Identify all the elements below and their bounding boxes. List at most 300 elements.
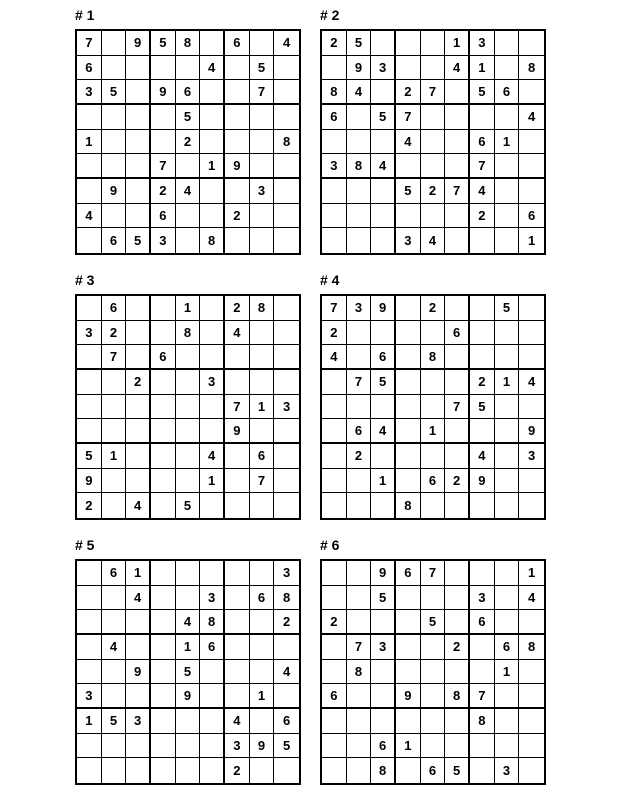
sudoku-cell [225,561,250,586]
sudoku-cell: 2 [421,296,446,321]
sudoku-cell [322,586,347,611]
sudoku-cell [151,56,176,81]
sudoku-cell [250,31,275,56]
sudoku-cell: 3 [470,586,495,611]
sudoku-cell [371,395,396,420]
sudoku-cell [322,56,347,81]
sudoku-cell: 2 [102,321,127,346]
sudoku-cell [176,586,201,611]
sudoku-cell [151,561,176,586]
sudoku-cell [470,758,495,783]
sudoku-cell [250,321,275,346]
sudoku-cell [77,419,102,444]
sudoku-cell [421,395,446,420]
sudoku-cell [102,130,127,155]
sudoku-cell [322,419,347,444]
sudoku-cell [322,709,347,734]
sudoku-cell: 1 [102,444,127,469]
sudoku-cell: 3 [347,296,372,321]
sudoku-cell [421,709,446,734]
sudoku-cell [77,179,102,204]
sudoku-cell [126,179,151,204]
sudoku-cell [274,493,299,518]
sudoku-cell: 1 [250,684,275,709]
sudoku-cell [519,395,544,420]
sudoku-cell [445,493,470,518]
sudoku-cell [102,105,127,130]
sudoku-cell: 2 [445,469,470,494]
sudoku-cell: 8 [347,660,372,685]
sudoku-cell: 7 [322,296,347,321]
sudoku-cell [274,204,299,229]
sudoku-cell [77,610,102,635]
sudoku-cell [200,345,225,370]
sudoku-cell [126,444,151,469]
sudoku-cell: 8 [200,610,225,635]
sudoku-cell: 1 [495,370,520,395]
sudoku-cell: 4 [519,586,544,611]
sudoku-cell [102,469,127,494]
sudoku-cell: 3 [250,179,275,204]
sudoku-cell: 5 [77,444,102,469]
sudoku-cell: 5 [274,734,299,759]
sudoku-cell: 2 [274,610,299,635]
sudoku-cell: 2 [225,758,250,783]
sudoku-cell: 2 [322,31,347,56]
sudoku-cell [470,345,495,370]
sudoku-cell: 3 [322,154,347,179]
sudoku-cell [495,444,520,469]
sudoku-cell [225,228,250,253]
sudoku-cell [200,684,225,709]
sudoku-cell: 2 [322,610,347,635]
sudoku-cell: 8 [274,130,299,155]
sudoku-cell [225,345,250,370]
sudoku-cell [396,370,421,395]
sudoku-cell: 1 [519,561,544,586]
sudoku-cell [102,56,127,81]
sudoku-cell: 5 [176,660,201,685]
sudoku-cell: 5 [126,228,151,253]
sudoku-cell: 9 [102,179,127,204]
sudoku-cell [347,228,372,253]
sudoku-cell [225,635,250,660]
sudoku-cell [126,758,151,783]
sudoku-cell [250,154,275,179]
sudoku-cell [151,130,176,155]
sudoku-cell: 5 [371,105,396,130]
sudoku-cell [396,56,421,81]
sudoku-cell: 9 [396,684,421,709]
sudoku-cell: 6 [102,296,127,321]
sudoku-cell [322,734,347,759]
sudoku-cell [225,469,250,494]
sudoku-cell: 7 [225,395,250,420]
sudoku-grid [320,29,546,255]
sudoku-cell [445,419,470,444]
sudoku-cell: 6 [102,228,127,253]
sudoku-cell [347,321,372,346]
sudoku-cell: 4 [225,321,250,346]
sudoku-cell [176,561,201,586]
sudoku-cell [445,444,470,469]
sudoku-cell [200,734,225,759]
sudoku-cell [200,130,225,155]
sudoku-cell [176,154,201,179]
sudoku-cell [519,610,544,635]
puzzle-title: # 4 [320,272,340,288]
sudoku-cell: 7 [347,635,372,660]
sudoku-cell [396,419,421,444]
puzzle-title: # 5 [75,537,95,553]
sudoku-cell: 4 [470,444,495,469]
sudoku-cell: 6 [445,321,470,346]
sudoku-cell: 3 [151,228,176,253]
sudoku-cell [396,345,421,370]
sudoku-cell [151,105,176,130]
sudoku-cell: 4 [176,179,201,204]
sudoku-cell [77,105,102,130]
sudoku-cell [519,660,544,685]
sudoku-cell: 7 [250,469,275,494]
sudoku-cell: 4 [519,105,544,130]
sudoku-cell: 4 [200,56,225,81]
sudoku-cell: 6 [396,561,421,586]
sudoku-cell [250,493,275,518]
sudoku-cell [274,444,299,469]
sudoku-cell [102,370,127,395]
sudoku-cell: 3 [495,758,520,783]
sudoku-cell: 5 [102,709,127,734]
sudoku-cell: 4 [371,419,396,444]
sudoku-cell: 7 [347,370,372,395]
sudoku-cell: 6 [274,709,299,734]
sudoku-cell: 4 [519,370,544,395]
sudoku-cell: 4 [274,660,299,685]
sudoku-cell: 9 [225,419,250,444]
sudoku-cell [347,179,372,204]
sudoku-cell [322,635,347,660]
sudoku-cell [445,228,470,253]
sudoku-cell [225,105,250,130]
sudoku-cell: 8 [176,321,201,346]
sudoku-cell: 1 [250,395,275,420]
sudoku-cell [445,660,470,685]
sudoku-cell [250,561,275,586]
sudoku-cell [200,419,225,444]
sudoku-cell [519,734,544,759]
sudoku-cell [176,228,201,253]
sudoku-cell: 3 [77,684,102,709]
sudoku-cell [347,469,372,494]
sudoku-cell [200,80,225,105]
sudoku-cell [421,154,446,179]
sudoku-cell [200,105,225,130]
sudoku-cell: 4 [470,179,495,204]
sudoku-cell [470,660,495,685]
sudoku-cell [322,561,347,586]
sudoku-cell [421,660,446,685]
sudoku-cell [176,709,201,734]
sudoku-cell [322,395,347,420]
sudoku-cell [126,56,151,81]
sudoku-cell [225,660,250,685]
sudoku-cell [445,296,470,321]
sudoku-cell [151,419,176,444]
sudoku-cell [322,130,347,155]
sudoku-cell [151,493,176,518]
sudoku-cell: 5 [102,80,127,105]
sudoku-cell [421,586,446,611]
sudoku-cell: 8 [274,586,299,611]
sudoku-cell: 1 [176,296,201,321]
sudoku-cell [445,561,470,586]
sudoku-cell: 3 [519,444,544,469]
sudoku-cell: 1 [396,734,421,759]
sudoku-cell [445,80,470,105]
sudoku-cell [371,321,396,346]
sudoku-cell [225,370,250,395]
sudoku-cell: 6 [102,561,127,586]
sudoku-cell [250,105,275,130]
sudoku-cell [445,130,470,155]
sudoku-cell [470,105,495,130]
sudoku-cell [126,154,151,179]
sudoku-cell [421,734,446,759]
sudoku-cell [102,684,127,709]
sudoku-cell [102,31,127,56]
sudoku-cell: 1 [200,469,225,494]
sudoku-cell [176,758,201,783]
sudoku-cell [102,734,127,759]
sudoku-cell [396,758,421,783]
sudoku-cell [396,635,421,660]
sudoku-cell: 9 [77,469,102,494]
sudoku-cell: 7 [151,154,176,179]
sudoku-cell: 2 [445,635,470,660]
sudoku-cell [274,635,299,660]
sudoku-cell: 7 [445,179,470,204]
sudoku-cell [421,635,446,660]
sudoku-cell [77,635,102,660]
sudoku-cell [176,56,201,81]
sudoku-cell: 1 [528,233,536,249]
sudoku-cell [347,758,372,783]
sudoku-cell [396,204,421,229]
sudoku-cell: 9 [151,80,176,105]
sudoku-cell [250,370,275,395]
sudoku-cell: 2 [322,321,347,346]
sudoku-cell [347,610,372,635]
sudoku-cell [225,493,250,518]
sudoku-cell [151,469,176,494]
sudoku-cell [225,684,250,709]
sudoku-cell [77,586,102,611]
sudoku-cell [371,493,396,518]
sudoku-cell [495,493,520,518]
sudoku-cell: 9 [126,660,151,685]
sudoku-cell [77,660,102,685]
sudoku-cell: 7 [102,345,127,370]
sudoku-cell [274,419,299,444]
sudoku-cell: 6 [421,758,446,783]
sudoku-cell [77,561,102,586]
sudoku-cell [200,493,225,518]
sudoku-cell [371,610,396,635]
sudoku-cell [225,610,250,635]
sudoku-cell [495,228,520,253]
sudoku-cell: 4 [126,493,151,518]
sudoku-cell [151,296,176,321]
sudoku-cell [274,345,299,370]
sudoku-cell [250,635,275,660]
sudoku-cell: 3 [371,635,396,660]
sudoku-cell [495,179,520,204]
sudoku-cell: 8 [519,56,544,81]
sudoku-cell: 8 [200,228,225,253]
sudoku-cell: 5 [371,370,396,395]
sudoku-cell: 2 [421,179,446,204]
sudoku-cell [102,154,127,179]
sudoku-cell: 7 [470,684,495,709]
sudoku-cell: 4 [371,154,396,179]
sudoku-cell [421,684,446,709]
sudoku-cell: 3 [371,56,396,81]
sudoku-cell: 1 [445,31,470,56]
sudoku-cell: 2 [347,444,372,469]
sudoku-cell [274,228,299,253]
sudoku-cell [77,758,102,783]
sudoku-cell [151,758,176,783]
sudoku-cell [396,154,421,179]
sudoku-cell: 9 [371,561,396,586]
puzzle-title: # 6 [320,537,340,553]
sudoku-cell [274,296,299,321]
sudoku-cell [421,130,446,155]
sudoku-cell [371,80,396,105]
sudoku-cell: 2 [225,204,250,229]
sudoku-cell [126,395,151,420]
sudoku-cell: 6 [495,80,520,105]
sudoku-cell [495,31,520,56]
sudoku-cell [200,709,225,734]
sudoku-cell: 2 [470,204,495,229]
sudoku-cell [445,345,470,370]
sudoku-cell: 4 [274,31,299,56]
sudoku-cell [200,321,225,346]
sudoku-cell [274,56,299,81]
sudoku-cell: 6 [176,80,201,105]
sudoku-cell: 7 [445,395,470,420]
sudoku-cell [200,758,225,783]
sudoku-cell: 1 [176,635,201,660]
sudoku-cell: 7 [421,80,446,105]
sudoku-cell [176,419,201,444]
sudoku-cell [322,469,347,494]
sudoku-cell: 6 [200,635,225,660]
sudoku-cell: 1 [77,709,102,734]
sudoku-cell [151,444,176,469]
sudoku-cell [519,31,544,56]
sudoku-cell [470,561,495,586]
sudoku-cell [371,31,396,56]
sudoku-cell [250,610,275,635]
sudoku-cell: 8 [347,154,372,179]
sudoku-cell [176,395,201,420]
sudoku-cell [470,419,495,444]
sudoku-cell [102,758,127,783]
sudoku-cell: 5 [151,31,176,56]
sudoku-cell [421,321,446,346]
sudoku-cell [250,130,275,155]
sudoku-cell [470,635,495,660]
sudoku-cell [495,204,520,229]
sudoku-cell [347,395,372,420]
sudoku-cell [126,105,151,130]
sudoku-cell [102,586,127,611]
sudoku-cell [371,204,396,229]
sudoku-cell [371,228,396,253]
sudoku-cell: 2 [151,179,176,204]
sudoku-cell [495,321,520,346]
puzzle-title: # 1 [75,7,95,23]
sudoku-cell: 6 [250,586,275,611]
sudoku-cell: 7 [250,80,275,105]
sudoku-cell [519,345,544,370]
sudoku-cell [200,31,225,56]
sudoku-cell [445,105,470,130]
sudoku-cell [519,709,544,734]
sudoku-cell [445,586,470,611]
sudoku-cell [322,370,347,395]
sudoku-cell [151,395,176,420]
sudoku-cell [102,610,127,635]
sudoku-cell [322,493,347,518]
sudoku-cell: 4 [322,345,347,370]
sudoku-cell: 3 [274,395,299,420]
sudoku-cell: 2 [176,130,201,155]
sudoku-grid [75,294,301,520]
sudoku-cell [347,561,372,586]
sudoku-cell [126,321,151,346]
sudoku-cell [322,758,347,783]
sudoku-grid [75,559,301,785]
sudoku-cell: 6 [519,204,544,229]
sudoku-cell [151,734,176,759]
sudoku-cell: 5 [176,493,201,518]
sudoku-cell: 5 [347,31,372,56]
sudoku-cell: 5 [396,179,421,204]
sudoku-cell [495,709,520,734]
sudoku-cell [347,709,372,734]
sudoku-grid [75,29,301,255]
sudoku-cell [77,370,102,395]
sudoku-cell [176,204,201,229]
sudoku-cell [274,179,299,204]
sudoku-cell [519,179,544,204]
sudoku-cell: 5 [470,395,495,420]
sudoku-cell [322,660,347,685]
sudoku-cell: 9 [347,56,372,81]
sudoku-cell: 8 [421,345,446,370]
sudoku-cell [126,345,151,370]
sudoku-cell [371,130,396,155]
sudoku-cell [445,204,470,229]
sudoku-cell [396,660,421,685]
sudoku-cell [151,370,176,395]
sudoku-cell [151,709,176,734]
sudoku-cell [371,684,396,709]
